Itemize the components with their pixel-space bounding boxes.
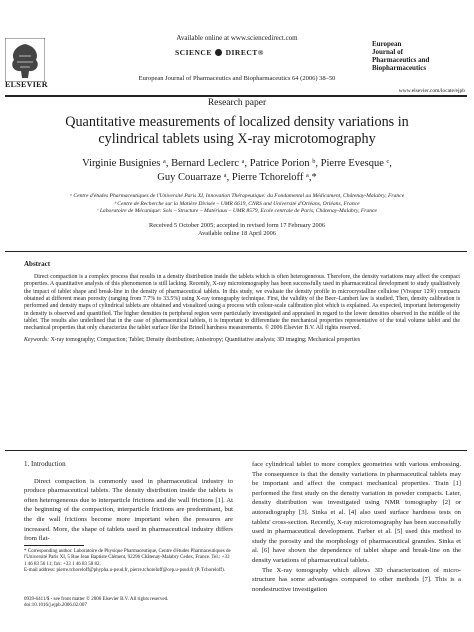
corresponding-author-footnote	[24, 549, 233, 574]
publisher-name: ELSEVIER	[5, 80, 48, 89]
paper-title: Quantitative measurements of localized density variations in cylindrical tablets using X-ray microtomography	[65, 114, 409, 147]
received-date: Received 5 October 2005; accepted in revised form 17 February 2006	[149, 222, 325, 229]
affiliation-a: ᵃ Centre d'études Pharmaceutiques de l'Université Paris XI, Innovation Thérapeutique: du Fondamental au Médicament, Châtenay-Malabry, France	[69, 193, 405, 199]
intro-paragraph-1: Direct compaction is commonly used in pharmaceutical industry to produce pharmaceutical tablets. The density distribution inside the tablets is often heterogeneous due to interparticle frictions and die wall frictions [1]. At the beginning of the compaction, interparticle frictions are predominant, but the die wall frictions become more important when the pressures are increased. More, the shape of tablets used in pharmaceutical industry differs from flat-	[24, 477, 233, 543]
journal-logo-line: Journal of	[372, 48, 403, 56]
footnote-email[interactable]: E-mail address: pierre.tchoreloff@phypha.u-psud.fr, pierre.tchoreloff@cep.u-psud.fr (P. Tchoreloff).	[24, 567, 226, 573]
authors-line-1: Virginie Busignies ᵃ, Bernard Leclerc ᵃ, Patrice Porion ᵇ, Pierre Evesque ᶜ,	[82, 158, 392, 169]
journal-logo	[372, 40, 460, 72]
keywords	[24, 337, 460, 343]
footnote-rule	[24, 545, 84, 546]
header-rule	[5, 95, 467, 97]
sciencedirect-logo-left: SCIENCE	[175, 48, 212, 57]
left-column	[24, 460, 233, 544]
abstract	[24, 260, 460, 343]
issn-line: 0939-6411/$ - see front matter © 2006 Elsevier B.V. All rights reserved.	[24, 597, 169, 602]
abstract-top-rule	[5, 251, 467, 252]
affiliations	[20, 193, 454, 216]
sciencedirect-logo	[175, 48, 264, 57]
dates	[0, 222, 474, 238]
author-list	[40, 157, 434, 185]
abstract-bottom-rule	[5, 450, 467, 451]
journal-logo-line: Biopharmaceutics	[372, 64, 427, 72]
bottom-info	[24, 597, 233, 610]
journal-logo-line: Pharmaceutics and	[372, 56, 430, 64]
paper-type: Research paper	[207, 98, 267, 108]
abstract-heading: Abstract	[24, 260, 51, 268]
right-column	[252, 460, 461, 594]
sciencedirect-logo-right: DIRECT	[225, 48, 258, 57]
journal-logo-line: European	[372, 40, 402, 48]
intro-paragraph-1-continued: face cylindrical tablet to more complex geometries with various embossing. The consequence is that the density variations in pharmaceutical tablets may be important and affect the compact mechanical properties. Train [1] performed the first study on the density variation in powder compacts. Later, density distribution was investigated using NMR tomography [2] or autoradiography [3]. Sinka et al. [4] also used surface hardness tests on tablets' cross-section. Recently, X-ray microtomography has been successfully used in pharmaceutical development. Farber et al. [5] used this method to study the porosity and the morphology of pharmaceutical granules. Sinka et al. [6] have shown the dependence of tablet shape and break-line on the density variations of pharmaceutical tablets.	[252, 461, 461, 564]
affiliation-c: ᶜ Laboratoire de Mécanique: Sols – Structure – Matériaux – UMR 8579, Ecole centrale de Paris, Châtenay-Malabry, France	[96, 208, 378, 214]
online-date: Available online 18 April 2006	[198, 230, 276, 237]
authors-line-2: Guy Couarraze ᵃ, Pierre Tchoreloff ᵃ,*	[157, 172, 317, 183]
abstract-copyright: © 2006 Elsevier B.V. All rights reserved.	[264, 325, 361, 332]
sciencedirect-registered: ®	[257, 48, 264, 57]
journal-reference: European Journal of Pharmaceutics and Biopharmaceutics 64 (2006) 38–50	[138, 75, 336, 82]
footnote-text: * Corresponding author. Laboratoire de Physique Pharmaceutique, Centre d'études Pharmaceutiques de l'Université Paris XI, 5 Rue Jean Baptiste Clément, 92296 Châtenay-Malabry Cedex, France. Tel.: +33 1 46 83 56 11; fax: +33 1 46 83 58 82.	[24, 549, 231, 567]
keywords-list: X-ray tomography; Compaction; Tablet; Density distribution; Anisotropy; Quantitative analysis; 3D imaging; Mechanical properties	[50, 336, 361, 343]
sciencedirect-url[interactable]: Available online at www.sciencedirect.com	[176, 34, 298, 42]
abstract-body: Direct compaction is a complex process that results in a density distribution inside the tablets which is often heterogeneous. Therefore, the density variations may affect the compact properties. A quantitative analysis of this phenomenon is still lacking. Recently, X-ray microtomography has been successfully used in pharmaceutical development to study qualitatively the impact of tablet shape and break-line in the density of pharmaceutical tablets. In this study, we evaluate the density profile in microcrystalline cellulose (Vivapur 12®) compacts obtained at different mean porosity (ranging from 7.7% to 33.5%) using X-ray tomography technique. First, the validity of the Beer–Lambert law is studied. Then, density calibration is performed and density maps of cylindrical tablets are obtained and visualized using a process with colour-scale calibration plot which is explained. As expected, important heterogeneity in density is observed and quantified. The higher densities in peripheral region were particularly investigated and appraised in regard to the lower densities observed in the middle of the tablet. The results also underlined that in the case of pharmaceutical tablets, it is important to differentiate the mechanical properties representative of the total volume tablet and the mechanical properties that only characterize the tablet surface like the Brinell hardness measurements.	[24, 274, 460, 332]
keywords-label: Keywords:	[24, 336, 50, 343]
sciencedirect-dot-icon	[215, 49, 222, 56]
section-heading: 1. Introduction	[24, 460, 66, 468]
intro-paragraph-2: The X-ray tomography which allows 3D characterization of micro-structure has some advantages compared to other methods [7]. This is a nondestructive investigation	[252, 566, 461, 593]
abstract-text	[24, 274, 460, 333]
doi-line[interactable]: doi:10.1016/j.ejpb.2006.02.007	[24, 603, 87, 609]
journal-url[interactable]: www.elsevier.com/locate/ejpb	[398, 88, 465, 94]
affiliation-b: ᵇ Centre de Recherche sur la Matière Divisée – UMR 6619, CNRS and Université d'Orléans, Orléans, France	[114, 200, 360, 207]
